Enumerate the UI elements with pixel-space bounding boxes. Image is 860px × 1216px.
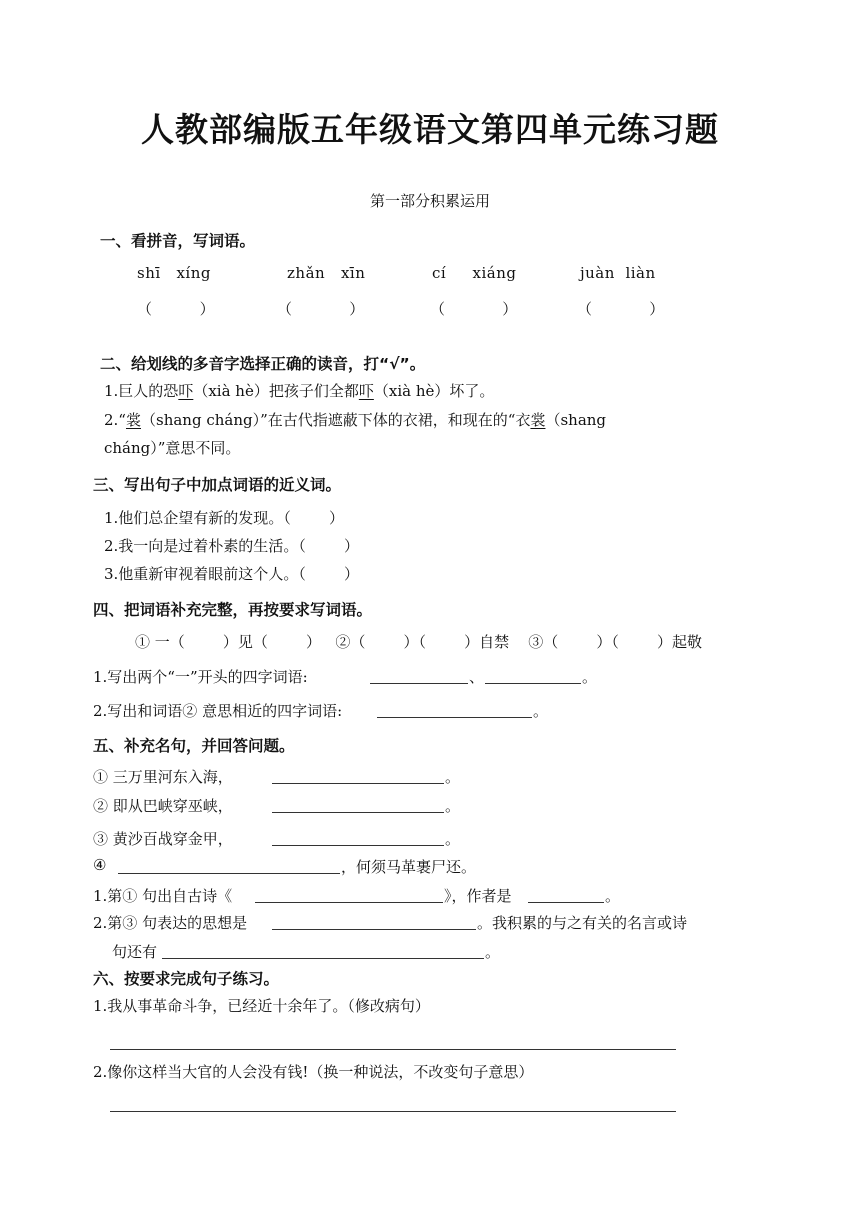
s2-line-2: [104, 409, 606, 430]
text-run: （shang cháng）”在古代指遮蔽下体的衣裙，和现在的“衣: [141, 411, 531, 429]
period: 。: [445, 797, 461, 815]
text-run: 2.“: [104, 411, 126, 429]
answer-bracket-1[interactable]: （ ）: [137, 300, 215, 318]
text-run: （xià hè）坏了。: [373, 382, 495, 400]
s5-poem-4-num: ④: [93, 856, 107, 874]
s3-item-1: 1.他们总企望有新的发现。（ ）: [104, 509, 344, 527]
s5-poem-1: ① 三万里河东入海，: [93, 768, 233, 786]
answer-bracket-3[interactable]: （ ）: [430, 300, 518, 318]
underlined-char: 裳: [530, 411, 546, 429]
s2-line-3: cháng）”意思不同。: [104, 439, 241, 457]
answer-line[interactable]: [110, 1111, 676, 1112]
s5-question-1b: 》，作者是: [444, 887, 512, 905]
pinyin-1: shī xíng: [137, 264, 211, 282]
text-run: （xià hè）把孩子们全都: [193, 382, 359, 400]
answer-line[interactable]: [272, 812, 444, 813]
answer-line[interactable]: [255, 902, 443, 903]
s6-question-1: 1.我从事革命斗争，已经近十余年了。（修改病句）: [93, 997, 430, 1015]
s5-question-1a: 1.第① 句出自古诗《: [93, 887, 233, 905]
s5-poem-4: ，何须马革裹尸还。: [341, 858, 477, 876]
period: 。: [582, 668, 598, 686]
idiom-fill-line: ① 一（ ）见（ ） ②（ ）（ ）自禁 ③（ ）（ ）起敬: [135, 633, 703, 651]
page-subtitle: 第一部分积累运用: [369, 192, 490, 210]
s5-poem-2: ② 即从巴峡穿巫峡，: [93, 797, 233, 815]
section-5-heading: 五、补充名句，并回答问题。: [93, 737, 295, 755]
s5-poem-3: ③ 黄沙百战穿金甲，: [93, 830, 233, 848]
period: 。: [533, 702, 549, 720]
answer-line[interactable]: [370, 683, 468, 684]
answer-line[interactable]: [272, 783, 444, 784]
answer-line[interactable]: [110, 1049, 676, 1050]
period: 。: [445, 830, 461, 848]
text-run: （shang: [545, 411, 607, 429]
s4-question-1: 1.写出两个“一”开头的四字词语:: [93, 668, 308, 686]
answer-bracket-4[interactable]: （ ）: [577, 300, 665, 318]
page-title: 人教部编版五年级语文第四单元练习题: [141, 110, 719, 149]
pinyin-2: zhǎn xīn: [287, 264, 366, 282]
answer-line[interactable]: [118, 873, 340, 874]
underlined-char: 吓: [178, 382, 194, 400]
underlined-char: 裳: [125, 411, 141, 429]
answer-line[interactable]: [528, 902, 604, 903]
text-run: 1.巨人的恐: [104, 382, 179, 400]
pinyin-4: juàn liàn: [580, 264, 656, 282]
section-6-heading: 六、按要求完成句子练习。: [93, 970, 280, 988]
section-3-heading: 三、写出句子中加点词语的近义词。: [93, 476, 342, 494]
s3-item-2: 2.我一向是过着朴素的生活。（ ）: [104, 537, 359, 555]
answer-bracket-2[interactable]: （ ）: [277, 300, 365, 318]
s5-question-2b: 。我积累的与之有关的名言或诗: [477, 914, 688, 932]
underlined-char: 吓: [358, 382, 374, 400]
s5-question-2c: 句还有: [112, 943, 158, 961]
s4-question-2: 2.写出和词语② 意思相近的四字词语:: [93, 702, 343, 720]
s2-line-1: [104, 380, 494, 401]
separator: 、: [469, 668, 485, 686]
period: 。: [605, 887, 621, 905]
section-1-heading: 一、看拼音，写词语。: [100, 232, 256, 250]
answer-line[interactable]: [272, 845, 444, 846]
section-4-heading: 四、把词语补充完整，再按要求写词语。: [93, 601, 373, 619]
s3-item-3: 3.他重新审视着眼前这个人。（ ）: [104, 565, 359, 583]
answer-line[interactable]: [377, 717, 532, 718]
answer-line[interactable]: [162, 958, 484, 959]
pinyin-3: cí xiáng: [432, 264, 517, 282]
period: 。: [445, 768, 461, 786]
section-2-heading: 二、给划线的多音字选择正确的读音，打“√”。: [100, 355, 426, 373]
answer-line[interactable]: [272, 929, 476, 930]
s6-question-2: 2.像你这样当大官的人会没有钱!（换一种说法，不改变句子意思）: [93, 1063, 534, 1081]
s5-question-2a: 2.第③ 句表达的思想是: [93, 914, 248, 932]
period: 。: [485, 943, 501, 961]
answer-line[interactable]: [485, 683, 581, 684]
